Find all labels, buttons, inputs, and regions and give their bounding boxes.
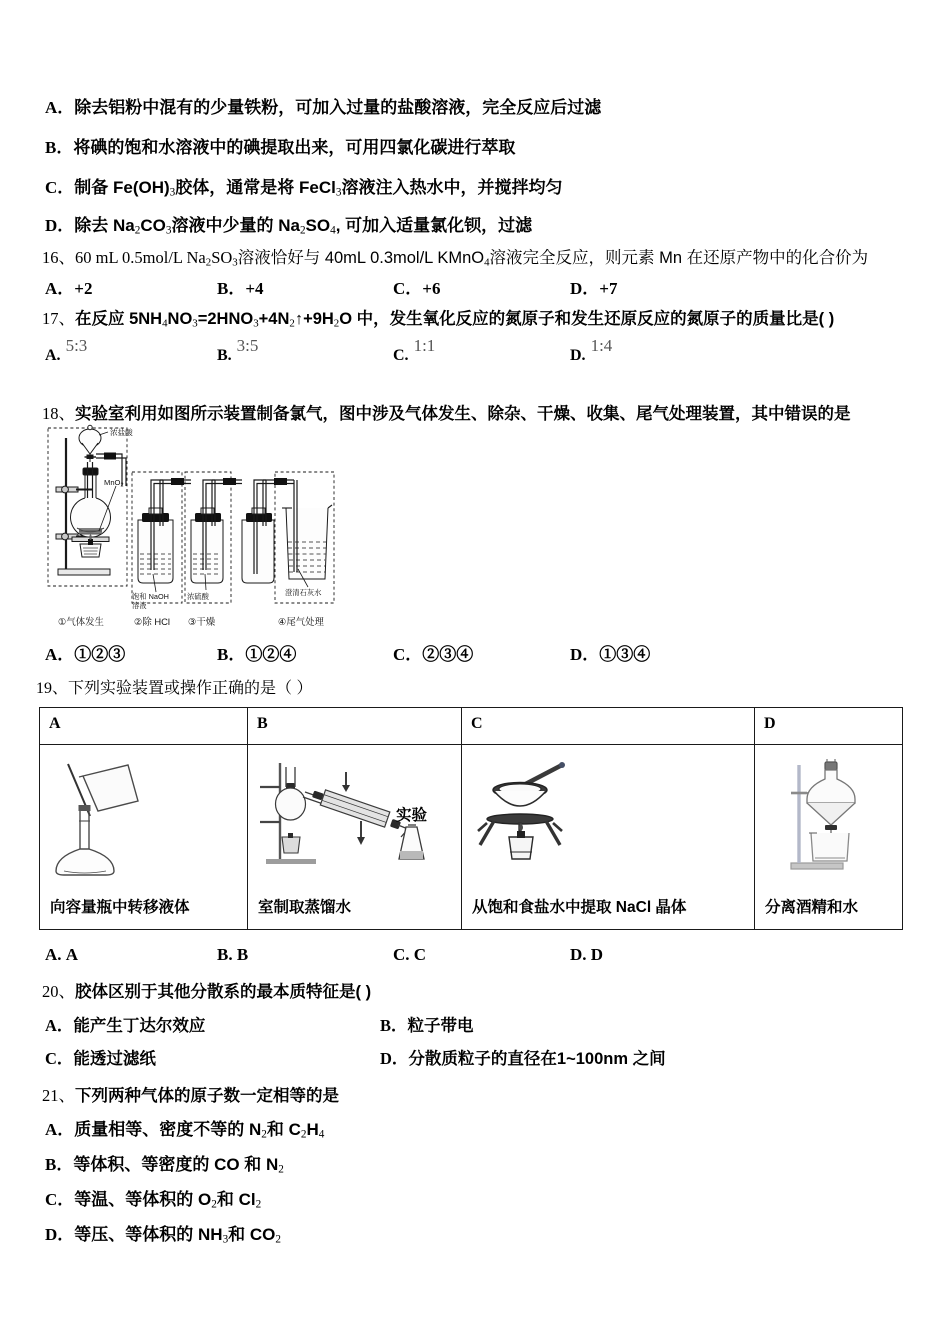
q21-option-a-mid: 和 C: [266, 1120, 301, 1139]
q17-option-b-label: B.: [217, 347, 232, 364]
q21-option-a-sub-2: 2: [300, 1128, 307, 1141]
q15-option-a-text: 除去铝粉中混有的少量铁粉，可加入过量的盐酸溶液，完全反应后过滤: [74, 98, 602, 117]
q19-option-b-value: B: [236, 945, 249, 964]
q15-option-d-label: D．: [45, 216, 75, 235]
q18-option-d-value: ①③④: [599, 645, 651, 664]
q17-stem-mid-2: =2HNO: [197, 310, 254, 328]
q17-stem-mid-3: +4N: [258, 310, 290, 328]
q18-option-a: [45, 640, 125, 665]
q18-option-c: [393, 640, 473, 665]
q20-option-a: [45, 1012, 205, 1036]
q16-option-a-value: +2: [74, 279, 93, 298]
q16-option-d-label: D．: [570, 279, 600, 298]
stage-label-4: ④尾气处理: [278, 616, 324, 627]
table-header-d-label: D: [764, 715, 776, 732]
q17-option-d-value: 1:4: [590, 336, 613, 355]
q17-option-c-label: C.: [393, 347, 409, 364]
q15-option-c: [45, 173, 915, 198]
q20-stem-text: 胶体区别于其他分散系的最本质特征是( ): [75, 983, 372, 1001]
label-naoh-line1: 饱和 NaOH: [132, 592, 169, 601]
table-cell-b: [248, 745, 462, 930]
q16-option-b: [217, 274, 264, 299]
q21-option-d-sub-2: 2: [275, 1233, 282, 1246]
q21-option-b-label: B．: [45, 1155, 74, 1174]
q21-option-d-sub-1: 3: [222, 1233, 229, 1246]
q20-option-b: [380, 1012, 474, 1036]
q18-stem-text: 实验室利用如图所示装置制备氯气，图中涉及气体发生、除杂、干燥、收集、尾气处理装置，其中错误的是: [75, 405, 851, 423]
q19-option-c-value: C: [413, 945, 427, 964]
q16-option-c: [393, 274, 440, 299]
q21-option-c-sub-2: 2: [255, 1198, 262, 1211]
q15-option-d-text-3: 溶液中少量的 Na: [171, 216, 300, 235]
q15-option-d-sub-3: 2: [299, 224, 306, 237]
q16-sub-2: 3: [232, 256, 238, 269]
q19-option-c: [393, 945, 426, 965]
q19-option-d-label: D.: [570, 945, 587, 964]
q15-option-c-label: C．: [45, 178, 75, 197]
q15-option-c-sub-1: 3: [169, 186, 176, 199]
q17-option-d: [570, 336, 613, 365]
q16-stem-3: 溶液恰好与 40mL 0.3mol/L KMnO: [237, 249, 485, 267]
q16-option-a: [45, 274, 92, 299]
q20-option-b-text: 粒子带电: [407, 1017, 474, 1035]
label-conc-h2so4: 浓硫酸: [187, 592, 209, 601]
table-cell-b-floating-text: 实验: [396, 807, 428, 824]
q21-option-b-sub-1: 2: [278, 1163, 284, 1176]
label-naoh-line2: 溶液: [132, 601, 147, 610]
q17-option-c: [393, 336, 436, 365]
q20-option-a-text: 能产生丁达尔效应: [73, 1017, 206, 1035]
q16-option-b-value: +4: [245, 279, 264, 298]
q18-option-d-label: D．: [570, 645, 600, 664]
q15-option-d-text-1: 除去 Na: [74, 216, 135, 235]
q21-stem-text: 下列两种气体的原子数一定相等的是: [75, 1087, 339, 1105]
q20-option-d-label: D．: [380, 1049, 409, 1068]
q20-option-c: [45, 1045, 156, 1069]
q21-stem: [42, 1082, 922, 1106]
table-header-row: [40, 708, 903, 745]
q17-option-a: [45, 336, 88, 365]
q20-number: 20、: [42, 982, 75, 1001]
q16-number: 16、: [42, 248, 75, 267]
label-mno2: MnO$_2$: [104, 478, 124, 489]
table-header-d: [755, 708, 903, 745]
stage-label-2: ②除 HCl: [134, 616, 171, 627]
q16-option-b-label: B．: [217, 279, 246, 298]
table-header-b-label: B: [257, 715, 268, 732]
q17-sub-1: 4: [162, 317, 168, 330]
q20-option-d-text: 分散质粒子的直径在1~100nm 之间: [408, 1050, 666, 1068]
q20-option-d: [380, 1045, 666, 1069]
q17-stem-mid-1: NO: [167, 310, 193, 328]
table-header-a: [40, 708, 248, 745]
q18-option-b: [217, 640, 296, 665]
label-limewater: 澄清石灰水: [285, 588, 322, 597]
q21-option-c: [45, 1185, 915, 1210]
q21-option-a-pre: 质量相等、密度不等的 N: [74, 1120, 262, 1139]
table-caption-d: 分离酒精和水: [765, 899, 859, 916]
q15-option-d-text-2: CO: [140, 216, 166, 235]
q15-option-c-text-2: 胶体，通常是将 FeCl: [175, 178, 336, 197]
q18-apparatus-figure: [46, 424, 386, 636]
q15-option-d: [45, 211, 915, 236]
q21-option-b-pre: 等体积、等密度的 CO 和 N: [73, 1155, 279, 1174]
q21-option-d-pre: 等压、等体积的 NH: [74, 1225, 223, 1244]
q18-option-b-value: ①②④: [245, 645, 297, 664]
q21-option-d-label: D．: [45, 1225, 75, 1244]
q21-option-c-mid: 和 Cl: [216, 1190, 256, 1209]
q18-option-c-label: C．: [393, 645, 423, 664]
table-cell-a: [40, 745, 248, 930]
q16-stem: [42, 244, 922, 268]
transfer-liquid-to-volumetric-flask-icon: [50, 759, 150, 882]
q19-number: 19、: [36, 680, 69, 697]
q19-option-a: [45, 945, 78, 965]
q15-option-b-text: 将碘的饱和水溶液中的碘提取出来，可用四氯化碳进行萃取: [73, 138, 516, 157]
q21-option-c-pre: 等温、等体积的 O: [74, 1190, 212, 1209]
q20-option-a-label: A．: [45, 1016, 74, 1035]
q17-stem-pre: 在反应 5NH: [75, 310, 163, 328]
separating-funnel-apparatus-icon: [777, 759, 867, 880]
q19-option-c-label: C.: [393, 945, 410, 964]
q17-sub-4: 2: [289, 317, 295, 330]
q21-number: 21、: [42, 1086, 75, 1105]
q18-option-a-value: ①②③: [74, 645, 126, 664]
q17-stem-mid-4: ↑+9H: [294, 310, 334, 328]
q16-option-c-value: +6: [422, 279, 441, 298]
q19-stem-text: 下列实验装置或操作正确的是（ ）: [68, 680, 313, 697]
table-header-a-label: A: [49, 715, 61, 732]
q17-sub-2: 3: [192, 317, 198, 330]
q21-option-c-sub-1: 2: [211, 1198, 217, 1211]
q21-option-a-sub-3: 4: [318, 1128, 325, 1141]
q17-option-b-value: 3:5: [236, 336, 259, 355]
q17-number: 17、: [42, 309, 75, 328]
q15-option-d-sub-2: 3: [165, 224, 172, 237]
q18-option-d: [570, 640, 650, 665]
q17-option-c-value: 1:1: [413, 336, 436, 355]
q20-option-b-label: B．: [380, 1016, 408, 1035]
q15-option-d-sub-4: 4: [330, 224, 336, 237]
q19-option-a-value: A: [65, 945, 79, 964]
table-header-c-label: C: [471, 715, 483, 732]
q15-option-c-text-1: 制备 Fe(OH): [74, 178, 170, 197]
q20-option-c-label: C．: [45, 1049, 74, 1068]
q16-stem-2: SO: [211, 248, 233, 267]
q17-stem: [42, 305, 922, 329]
q19-option-b: [217, 945, 248, 965]
q18-option-c-value: ②③④: [422, 645, 474, 664]
q15-option-b-label: B．: [45, 138, 74, 157]
q17-option-d-label: D.: [570, 347, 586, 364]
q16-sub-3: 4: [484, 256, 490, 269]
q21-option-a: [45, 1115, 915, 1140]
q19-option-d: [570, 945, 603, 965]
q15-option-d-text-4: SO: [305, 216, 331, 235]
q20-option-c-text: 能透过滤纸: [73, 1050, 156, 1068]
table-header-b: [248, 708, 462, 745]
q21-option-d-mid: 和 CO: [228, 1225, 276, 1244]
table-body-row: [40, 745, 903, 930]
table-caption-c: 从饱和食盐水中提取 NaCl 晶体: [472, 899, 687, 916]
q16-option-a-label: A．: [45, 279, 75, 298]
q15-option-d-text-5: , 可加入适量氯化钡，过滤: [335, 216, 533, 235]
table-cell-d: [755, 745, 903, 930]
q21-option-d: [45, 1220, 915, 1245]
q21-option-a-mid-2: H: [306, 1120, 319, 1139]
q18-option-b-label: B．: [217, 645, 246, 664]
table-cell-c: [462, 745, 755, 930]
q15-option-a: [45, 93, 915, 118]
q16-stem-1: 60 mL 0.5mol/L Na: [75, 248, 206, 267]
stage-label-3: ③干燥: [188, 616, 216, 627]
table-header-c: [462, 708, 755, 745]
table-caption-b: 室制取蒸馏水: [258, 899, 352, 916]
evaporating-dish-on-tripod-icon: [476, 759, 572, 876]
q16-sub-1: 2: [205, 256, 212, 269]
q21-option-a-label: A．: [45, 1120, 75, 1139]
q15-option-d-sub-1: 2: [134, 224, 141, 237]
q16-option-d: [570, 274, 617, 299]
q20-stem: [42, 978, 922, 1002]
q17-stem-mid-5: O 中，发生氧化反应的氮原子和发生还原反应的氮原子的质量比是( ): [339, 310, 835, 328]
q17-option-a-label: A.: [45, 347, 61, 364]
table-caption-a: 向容量瓶中转移液体: [50, 899, 190, 916]
q17-sub-3: 3: [253, 317, 259, 330]
q16-stem-4: 溶液完全反应，则元素 Mn 在还原产物中的化合价为: [489, 249, 869, 267]
q18-number: 18、: [42, 404, 75, 423]
q21-option-c-label: C．: [45, 1190, 75, 1209]
q17-option-b: [217, 336, 259, 365]
q19-options-table: [39, 707, 903, 930]
q18-stem: [42, 400, 922, 424]
q16-option-d-value: +7: [599, 279, 618, 298]
q21-option-b: [45, 1150, 915, 1175]
q15-option-c-text-3: 溶液注入热水中，并搅拌均匀: [341, 178, 563, 197]
q15-option-c-sub-2: 3: [335, 186, 342, 199]
q17-sub-5: 2: [333, 317, 340, 330]
q17-option-a-value: 5:3: [65, 336, 88, 355]
label-conc-hcl: 浓盐酸: [110, 428, 133, 437]
q19-stem: [36, 675, 916, 698]
q15-option-b: [45, 133, 915, 158]
q21-option-a-sub-1: 2: [261, 1128, 267, 1141]
q16-option-c-label: C．: [393, 279, 423, 298]
q18-option-a-label: A．: [45, 645, 75, 664]
q15-option-a-label: A．: [45, 98, 75, 117]
q19-option-b-label: B.: [217, 945, 233, 964]
q19-option-d-value: D: [590, 945, 604, 964]
q19-option-a-label: A.: [45, 945, 62, 964]
stage-label-1: ①气体发生: [58, 616, 104, 627]
